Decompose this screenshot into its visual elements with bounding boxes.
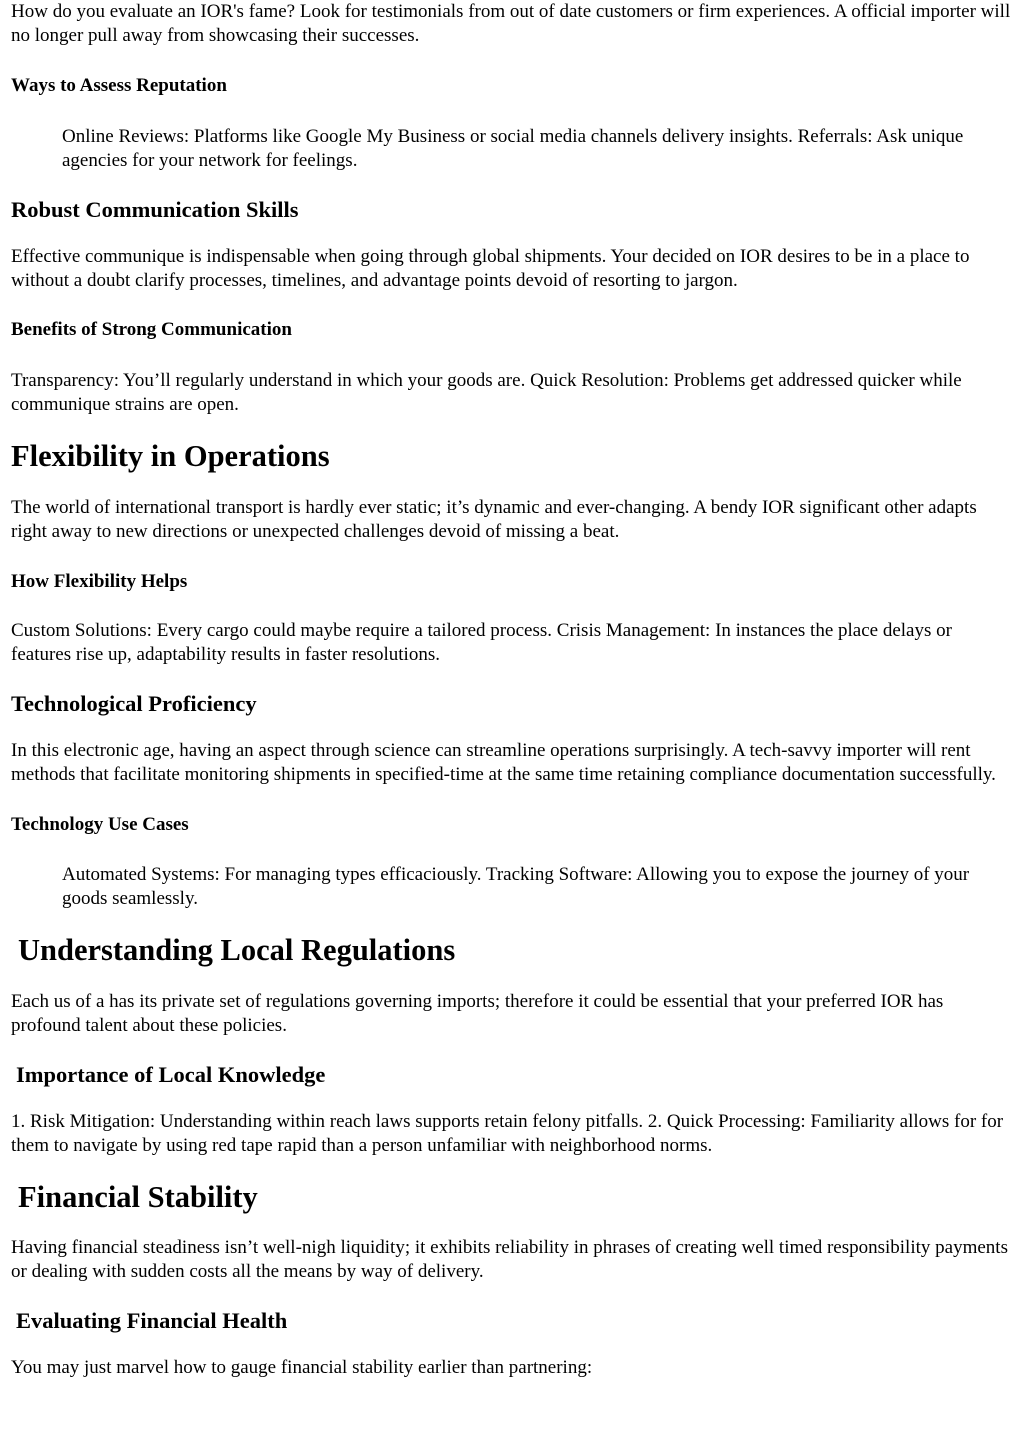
- how-flexibility-helps-paragraph: Custom Solutions: Every cargo could maybe require a tailored process. Crisis Management: In instances the place delays or features rise up, adaptability results in faster resolutions.: [11, 620, 952, 665]
- benefits-of-communication-heading: Benefits of Strong Communication: [11, 319, 292, 340]
- technological-proficiency-heading: Technological Proficiency: [11, 691, 257, 716]
- evaluating-financial-health-paragraph: You may just marvel how to gauge financial stability earlier than partnering:: [11, 1357, 593, 1378]
- benefits-of-communication-paragraph: Transparency: You’ll regularly understand in which your goods are. Quick Resolution: Problems get addressed quicker while communique strains are open.: [11, 370, 962, 415]
- financial-stability-heading: Financial Stability: [18, 1180, 258, 1214]
- ways-to-assess-reputation-heading: Ways to Assess Reputation: [11, 75, 227, 96]
- flexibility-in-operations-heading: Flexibility in Operations: [11, 439, 330, 473]
- financial-stability-paragraph: Having financial steadiness isn’t well-nigh liquidity; it exhibits reliability in phrases of creating well timed responsibility payments or dealing with sudden costs all the means by way of delivery.: [11, 1237, 1008, 1282]
- understanding-local-regulations-paragraph: Each us of a has its private set of regulations governing imports; therefore it could be essential that your preferred IOR has profound talent about these policies.: [11, 991, 944, 1036]
- flexibility-in-operations-paragraph: The world of international transport is hardly ever static; it’s dynamic and ever-changing. A bendy IOR significant other adapts right away to new directions or unexpected challenges devoid of missing a beat.: [11, 497, 977, 542]
- robust-communication-paragraph: Effective communique is indispensable when going through global shipments. Your decided on IOR desires to be in a place to without a doubt clarify processes, timelines, and advantage points devoid of resorting to jargon.: [11, 246, 970, 291]
- evaluating-financial-health-heading: Evaluating Financial Health: [16, 1308, 288, 1333]
- ways-to-assess-reputation-quote: Online Reviews: Platforms like Google My Business or social media channels delivery insights. Referrals: Ask unique agencies for your network for feelings.: [62, 126, 964, 171]
- understanding-local-regulations-heading: Understanding Local Regulations: [18, 933, 456, 967]
- importance-of-local-knowledge-paragraph: 1. Risk Mitigation: Understanding within reach laws supports retain felony pitfalls. 2. Quick Processing: Familiarity allows for for them to navigate by using red tape rapid than a person unfamiliar with neighborhood norms.: [11, 1111, 1004, 1156]
- technology-use-cases-heading: Technology Use Cases: [11, 814, 189, 835]
- intro-paragraph: How do you evaluate an IOR's fame? Look for testimonials from out of date customers or firm experiences. A official importer will no longer pull away from showcasing their successes.: [11, 1, 1011, 46]
- how-flexibility-helps-heading: How Flexibility Helps: [11, 571, 188, 592]
- technology-use-cases-quote: Automated Systems: For managing types efficaciously. Tracking Software: Allowing you to expose the journey of your goods seamlessly.: [62, 864, 970, 909]
- technological-proficiency-paragraph: In this electronic age, having an aspect through science can streamline operations surprisingly. A tech-savvy importer will rent methods that facilitate monitoring shipments in specified-time at the same time retaining compliance documentation successfully.: [11, 740, 996, 785]
- importance-of-local-knowledge-heading: Importance of Local Knowledge: [16, 1062, 326, 1087]
- robust-communication-heading: Robust Communication Skills: [11, 197, 299, 222]
